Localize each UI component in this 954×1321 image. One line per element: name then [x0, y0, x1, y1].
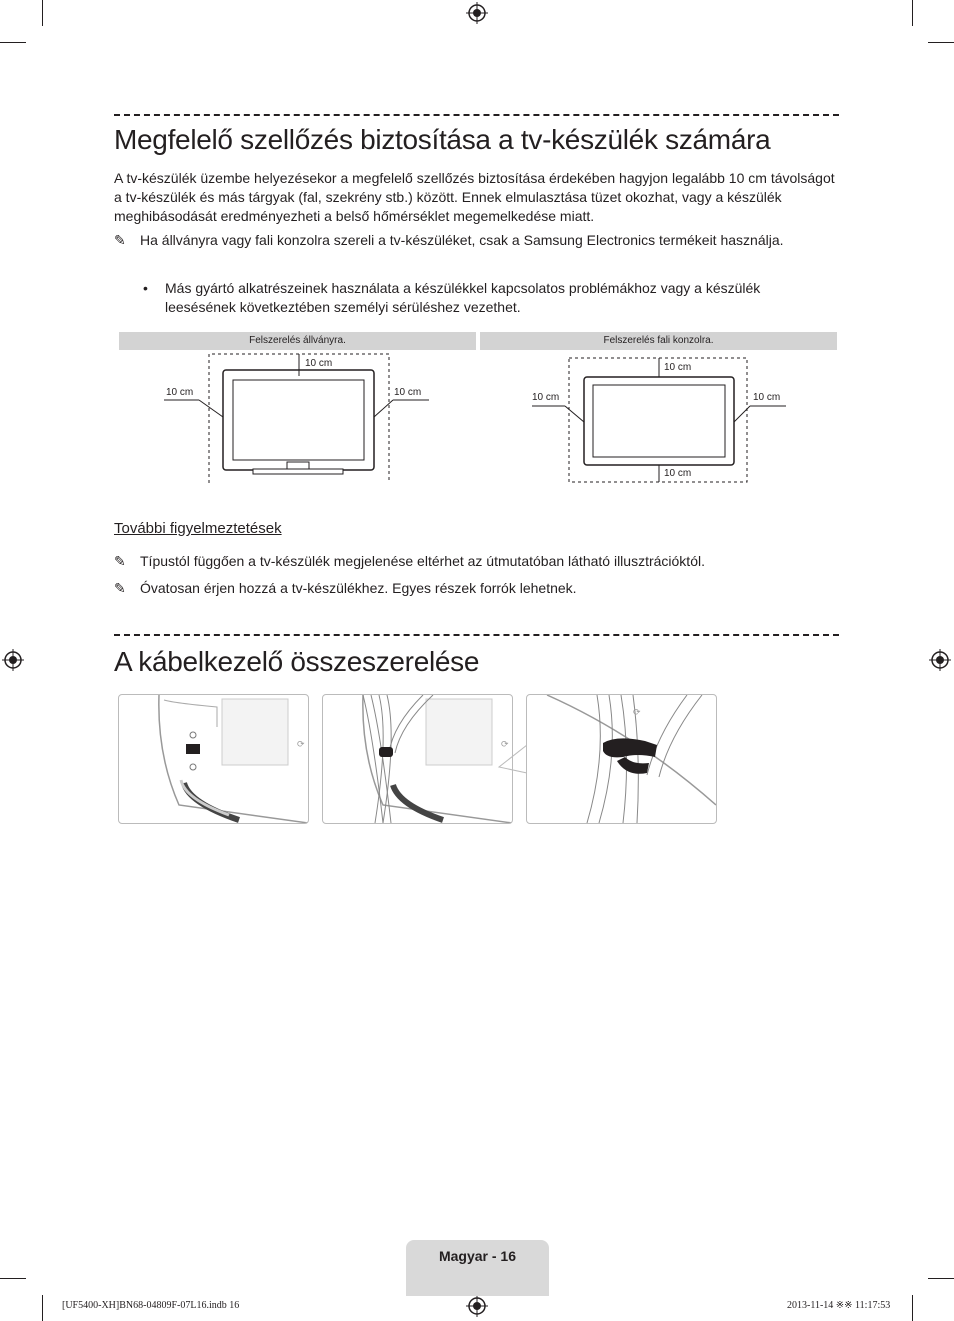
svg-text:⟳: ⟳	[633, 707, 641, 717]
pen-note-icon: ✎	[114, 232, 126, 248]
crop-mark	[928, 1278, 954, 1279]
cable-step-3-image	[526, 694, 717, 824]
stand-mount-diagram	[119, 350, 476, 485]
bullet-item	[143, 279, 833, 319]
svg-text:⟳: ⟳	[501, 739, 509, 749]
crop-mark	[912, 0, 913, 26]
wall-right-distance: 10 cm	[753, 392, 781, 403]
stand-left-distance: 10 cm	[166, 387, 194, 398]
warnings-heading: További figyelmeztetések	[114, 520, 282, 537]
section-title-cable-manager: A kábelkezelő összeszerelése	[114, 646, 480, 677]
section-divider	[114, 114, 839, 116]
crop-mark	[912, 1295, 913, 1321]
wall-left-distance: 10 cm	[532, 392, 560, 403]
wall-bottom-distance: 10 cm	[664, 468, 692, 479]
cable-step-2-image	[322, 694, 513, 824]
print-timestamp: 2013-11-14 ※※ 11:17:53	[787, 1300, 891, 1311]
wall-mount-diagram	[480, 350, 837, 485]
crop-mark	[0, 42, 26, 43]
page-number-tab	[406, 1240, 549, 1296]
diagram-header-wall: Felszerelés fali konzolra.	[480, 332, 837, 350]
registration-mark-icon	[466, 1295, 488, 1317]
stand-top-distance: 10 cm	[305, 358, 333, 369]
registration-mark-icon	[2, 649, 24, 671]
svg-text:⟳: ⟳	[297, 739, 305, 749]
crop-mark	[0, 1278, 26, 1279]
zoom-callout-connector	[497, 745, 529, 775]
page-number: Magyar - 16	[438, 1248, 517, 1264]
note-samsung-parts	[114, 231, 839, 271]
crop-mark	[42, 0, 43, 26]
bullet-dot: •	[143, 280, 148, 296]
note-text: Típustól függően a tv-készülék megjelenése eltérhet az útmutatóban látható illusztrációktól.	[140, 553, 705, 569]
registration-mark-icon	[929, 649, 951, 671]
pen-note-icon: ✎	[114, 580, 126, 596]
registration-mark-icon	[466, 2, 488, 24]
stand-right-distance: 10 cm	[394, 387, 422, 398]
note-appearance	[114, 552, 839, 572]
wall-top-distance: 10 cm	[664, 362, 692, 373]
crop-mark	[42, 1295, 43, 1321]
section-title-ventilation: Megfelelő szellőzés biztosítása a tv-készülék számára	[114, 124, 771, 155]
note-text: Ha állványra vagy fali konzolra szereli a tv-készüléket, csak a Samsung Electronics termékeit használja.	[140, 232, 784, 248]
ventilation-paragraph: A tv-készülék üzembe helyezésekor a megfelelő szellőzés biztosítása érdekében hagyjon legalább 10 cm távolságot a tv-készülék és más tárgyak (fal, szekrény stb.) között. Ennek elmulasztása tüzet okozhat, vagy a készülék meghibásodását eredményezheti a belső hőmérséklet megemelkedése miatt.	[114, 170, 835, 224]
note-hot-parts	[114, 579, 839, 599]
section-divider	[114, 634, 839, 636]
note-text: Óvatosan érjen hozzá a tv-készülékhez. Egyes részek forrók lehetnek.	[140, 580, 577, 596]
bullet-text: Más gyártó alkatrészeinek használata a készülékkel kapcsolatos problémákhoz vagy a készülék leesésének következtében személyi sérüléshez vezethet.	[165, 280, 761, 315]
diagram-header-stand: Felszerelés állványra.	[119, 332, 476, 350]
pen-note-icon: ✎	[114, 553, 126, 569]
crop-mark	[928, 42, 954, 43]
cable-step-1-image	[118, 694, 309, 824]
print-file-info: [UF5400-XH]BN68-04809F-07L16.indb 16	[62, 1300, 240, 1311]
